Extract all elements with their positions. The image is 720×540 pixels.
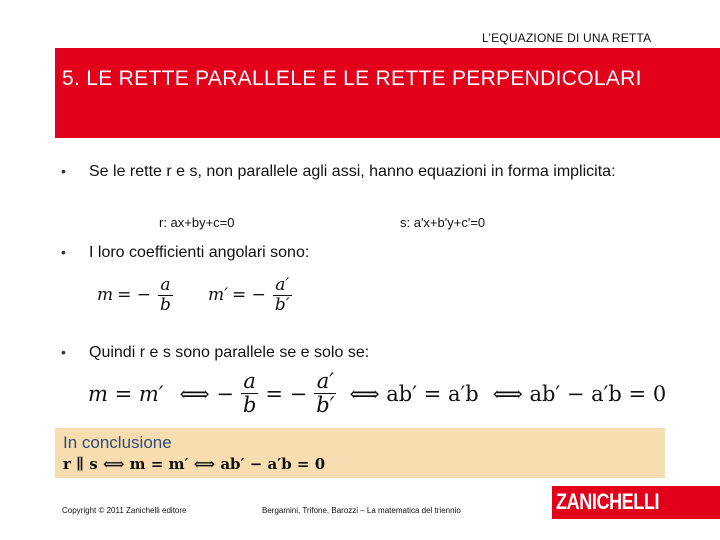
equation-s: s: a'x+b'y+c'=0 — [400, 215, 486, 230]
slope-mp-lhs: m′ — [208, 285, 228, 306]
slope-m-lhs: m — [97, 285, 114, 306]
condition-eq-minus: = − — [265, 381, 308, 406]
bullet-2-symbol: • — [61, 244, 66, 260]
slope-m-den: b — [160, 294, 171, 315]
footer-copyright: Copyright © 2011 Zanichelli editore — [62, 506, 187, 515]
bullet-1-symbol: • — [61, 163, 66, 179]
slide-title: 5. LE RETTE PARALLELE E LE RETTE PERPENDICOLARI — [62, 67, 642, 90]
slope-mp-fraction — [273, 276, 292, 314]
condition-part-3: ⟺ ab′ − a′b = 0 — [492, 381, 667, 406]
condition-iff-1: ⟺ − — [179, 381, 234, 406]
bullet-3-symbol: • — [61, 344, 66, 360]
slope-mp-formula — [208, 276, 295, 314]
condition-f2-num: a′ — [316, 369, 335, 393]
condition-f1-den: b — [242, 393, 257, 418]
parallel-condition-formula — [88, 370, 670, 417]
condition-fraction-1 — [241, 370, 258, 417]
publisher-logo-text: ZANICHELLI — [556, 489, 660, 514]
condition-f1-num: a — [243, 369, 256, 393]
footer-authors: Bergamini, Trifone, Barozzi – La matematica del triennio — [262, 506, 461, 515]
condition-f2-den: b′ — [316, 393, 335, 418]
condition-fraction-2 — [314, 370, 336, 417]
bullet-3-text: Quindi r e s sono parallele se e solo se: — [89, 344, 370, 361]
slope-m-num: a — [160, 275, 171, 295]
condition-part-2: ⟺ ab′ = a′b — [349, 381, 479, 406]
slope-mp-eq: = − — [231, 285, 266, 306]
bullet-1-text: Se le rette r e s, non parallele agli assi, hanno equazioni in forma implicita: — [89, 163, 616, 180]
equation-r: r: ax+by+c=0 — [159, 215, 235, 230]
condition-part-1: m = m′ — [88, 381, 164, 406]
slope-m-fraction — [158, 276, 173, 314]
section-header: L’EQUAZIONE DI UNA RETTA — [482, 31, 652, 45]
slope-m-eq: = − — [117, 285, 152, 306]
title-band — [55, 48, 720, 138]
slope-m-formula — [97, 276, 176, 314]
conclusion-formula: r ∥ s ⟺ m = m′ ⟺ ab′ − a′b = 0 — [63, 455, 326, 473]
bullet-2-text: I loro coefficienti angolari sono: — [89, 244, 310, 261]
slope-mp-den: b′ — [274, 294, 290, 315]
conclusion-title: In conclusione — [63, 433, 172, 452]
slope-mp-num: a′ — [275, 275, 290, 295]
